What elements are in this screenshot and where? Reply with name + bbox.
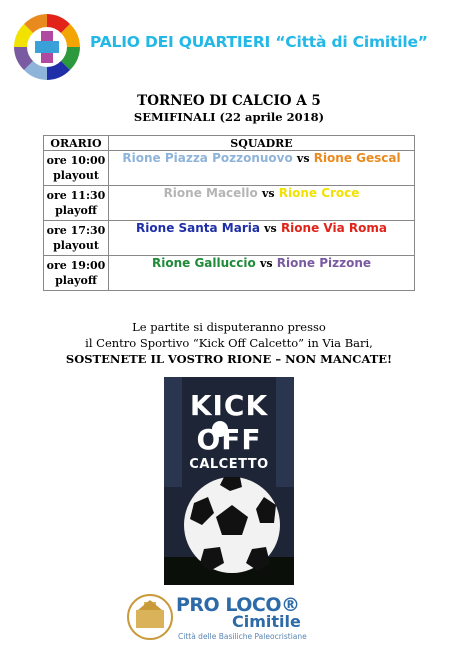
kickoff-word-kick: KICK <box>189 389 269 422</box>
info-paragraph <box>0 319 458 367</box>
home-team: Rione Santa Maria <box>136 221 260 235</box>
match-time: ore 17:30 <box>46 224 106 237</box>
match-teams-cell <box>109 186 415 221</box>
versus-label: vs <box>261 187 275 200</box>
tournament-subtitle: SEMIFINALI (22 aprile 2018) <box>133 110 325 124</box>
match-phase: playout <box>53 239 99 252</box>
info-line: il Centro Sportivo “Kick Off Calcetto” in Via Bari, <box>85 336 373 350</box>
away-team: Rione Pizzone <box>276 256 371 270</box>
schedule-table <box>43 135 415 291</box>
versus-label: vs <box>259 257 273 270</box>
info-line: Le partite si disputeranno presso <box>132 320 326 334</box>
schedule-row <box>44 221 415 256</box>
kickoff-word-calcetto: CALCETTO <box>189 457 269 472</box>
away-team: Rione Croce <box>278 186 360 200</box>
match-phase: playoff <box>55 204 97 217</box>
proloco-city: Cimitile <box>232 612 301 631</box>
call-to-action: SOSTENETE IL VOSTRO RIONE – NON MANCATE! <box>65 352 393 366</box>
versus-label: vs <box>296 152 310 165</box>
kickoff-word-off: OFF <box>196 423 262 456</box>
palio-logo <box>12 12 82 82</box>
match-time-cell <box>44 221 109 256</box>
match-teams-cell <box>109 256 415 291</box>
home-team: Rione Piazza Pozzonuovo <box>122 151 293 165</box>
match-teams-cell <box>109 151 415 186</box>
match-phase: playoff <box>55 274 97 287</box>
tournament-title: TORNEO DI CALCIO A 5 <box>137 93 321 109</box>
versus-label: vs <box>264 222 277 235</box>
match-time: ore 10:00 <box>46 154 106 167</box>
schedule-header-row <box>44 136 415 151</box>
home-team: Rione Macello <box>163 186 258 200</box>
match-phase: playout <box>53 169 99 182</box>
soccer-ball-icon <box>184 477 280 573</box>
kickoff-calcetto-logo <box>164 377 294 585</box>
away-team: Rione Gescal <box>313 151 401 165</box>
schedule-row <box>44 151 415 186</box>
match-time-cell <box>44 186 109 221</box>
away-team: Rione Via Roma <box>280 221 387 235</box>
col-header-time: ORARIO <box>44 136 109 151</box>
proloco-name: PRO LOCO® <box>176 594 300 616</box>
proloco-tagline: Città delle Basiliche Paleocristiane <box>178 632 307 641</box>
page-title: PALIO DEI QUARTIERI “Città di Cimitile” <box>90 33 428 51</box>
match-time-cell <box>44 256 109 291</box>
schedule-row <box>44 186 415 221</box>
match-time-cell <box>44 151 109 186</box>
match-time: ore 19:00 <box>46 259 106 272</box>
match-time: ore 11:30 <box>46 189 106 202</box>
match-teams-cell <box>109 221 415 256</box>
schedule-row <box>44 256 415 291</box>
col-header-teams: SQUADRE <box>109 136 415 151</box>
home-team: Rione Galluccio <box>152 256 256 270</box>
